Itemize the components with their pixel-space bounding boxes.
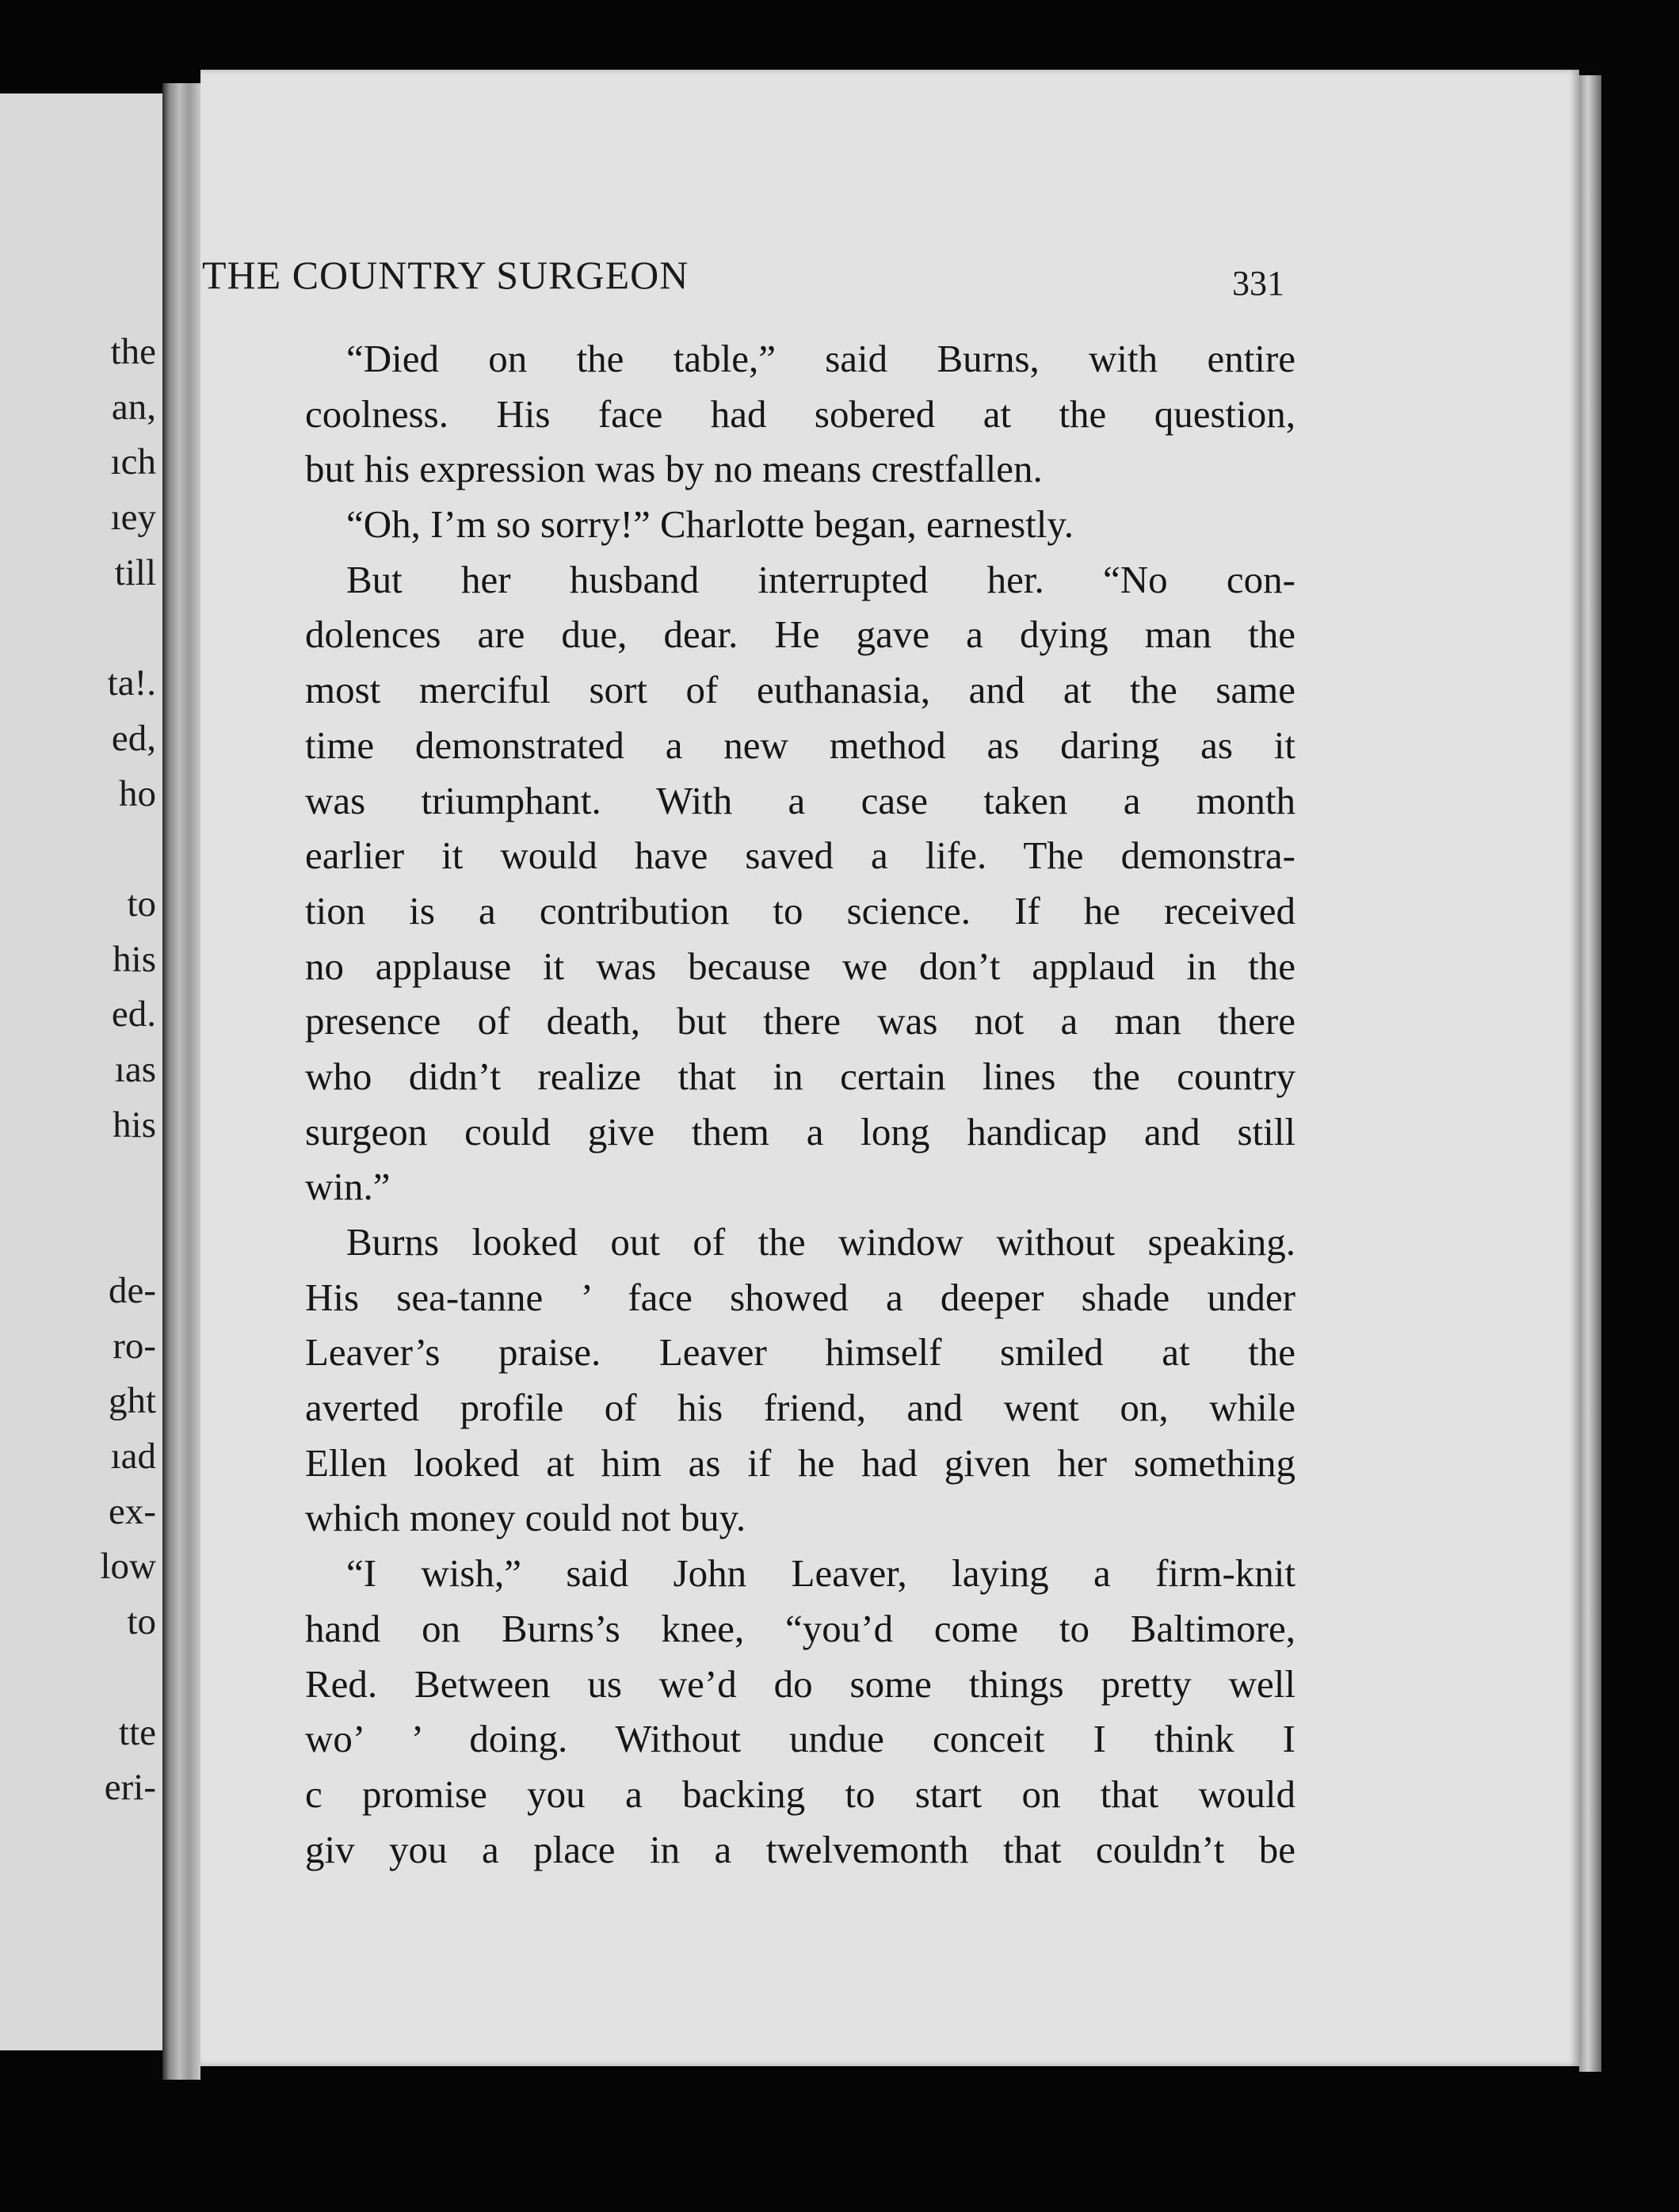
previous-page-fragment: tte (119, 1711, 156, 1753)
text-line: time demonstrated a new method as daring as it (305, 723, 1296, 767)
previous-page-fragment: ıch (110, 441, 156, 483)
previous-page-fragment: till (114, 551, 156, 593)
text-line: earlier it would have saved a life. The demonstra- (305, 833, 1296, 878)
page-number: 331 (1232, 264, 1284, 303)
page-edge-right (1579, 75, 1601, 2072)
text-line: but his expression was by no means crestfallen. (305, 447, 1043, 491)
text-line: wo’ ’ doing. Without undue conceit I think I (305, 1717, 1296, 1761)
previous-page-edge (0, 93, 162, 2050)
text-line: surgeon could give them a long handicap and still (305, 1109, 1296, 1154)
text-line: who didn’t realize that in certain lines the country (305, 1054, 1296, 1098)
book-gutter (162, 83, 200, 2080)
previous-page-fragment: his (113, 1104, 156, 1146)
text-line: coolness. His face had sobered at the question, (305, 391, 1296, 436)
previous-page-fragment: ıey (110, 497, 156, 539)
previous-page-text-fragments (0, 93, 162, 2050)
text-line: giv you a place in a twelvemonth that couldn’t be (305, 1827, 1296, 1871)
text-line: Burns looked out of the window without speaking. (346, 1220, 1296, 1264)
previous-page-fragment: to (127, 1601, 156, 1643)
text-line: “Died on the table,” said Burns, with entire (346, 337, 1296, 380)
body-text (305, 331, 1296, 1877)
text-line: presence of death, but there was not a man there (305, 999, 1296, 1043)
text-line: “I wish,” said John Leaver, laying a firm-knit (346, 1551, 1296, 1596)
text-line: “Oh, I’m so sorry!” Charlotte began, earnestly. (346, 502, 1074, 547)
previous-page-fragment: ex- (108, 1490, 156, 1532)
text-line: was triumphant. With a case taken a month (305, 778, 1296, 822)
previous-page-fragment: ho (119, 772, 156, 814)
previous-page-fragment: ght (108, 1380, 156, 1422)
text-line: hand on Burns’s knee, “you’d come to Baltimore, (305, 1606, 1296, 1650)
text-line: averted profile of his friend, and went on, while (305, 1386, 1296, 1430)
previous-page-fragment: ıad (110, 1436, 156, 1477)
text-line: Ellen looked at him as if he had given her something (305, 1440, 1296, 1485)
text-line: His sea-tanne ’ face showed a deeper shade under (305, 1275, 1296, 1319)
text-line: Red. Between us we’d do some things pretty well (305, 1661, 1296, 1706)
text-line: c promise you a backing to start on that would (305, 1772, 1296, 1816)
running-head-title: THE COUNTRY SURGEON (202, 253, 689, 297)
previous-page-fragment: ıas (114, 1049, 156, 1091)
text-line: tion is a contribution to science. If he received (305, 888, 1296, 932)
text-line: most merciful sort of euthanasia, and at the same (305, 668, 1296, 712)
previous-page-fragment: de- (108, 1269, 156, 1311)
text-line: Leaver’s praise. Leaver himself smiled at the (305, 1330, 1296, 1375)
previous-page-fragment: ed. (111, 993, 156, 1035)
previous-page-fragment: an, (111, 386, 156, 428)
text-line: But her husband interrupted her. “No con- (346, 557, 1296, 601)
previous-page-fragment: eri- (104, 1767, 156, 1809)
text-line: dolences are due, dear. He gave a dying man the (305, 612, 1296, 657)
previous-page-fragment: his (113, 938, 156, 980)
previous-page-fragment: ta!. (107, 662, 156, 704)
previous-page-fragment: ro- (113, 1325, 156, 1367)
previous-page-fragment: low (100, 1546, 156, 1588)
previous-page-fragment: to (127, 883, 156, 925)
text-line: no applause it was because we don’t applaud in the (305, 944, 1296, 988)
previous-page-fragment: the (110, 331, 156, 372)
text-line: win.” (305, 1165, 391, 1209)
previous-page-fragment: ed, (111, 717, 156, 759)
text-line: which money could not buy. (305, 1496, 746, 1540)
